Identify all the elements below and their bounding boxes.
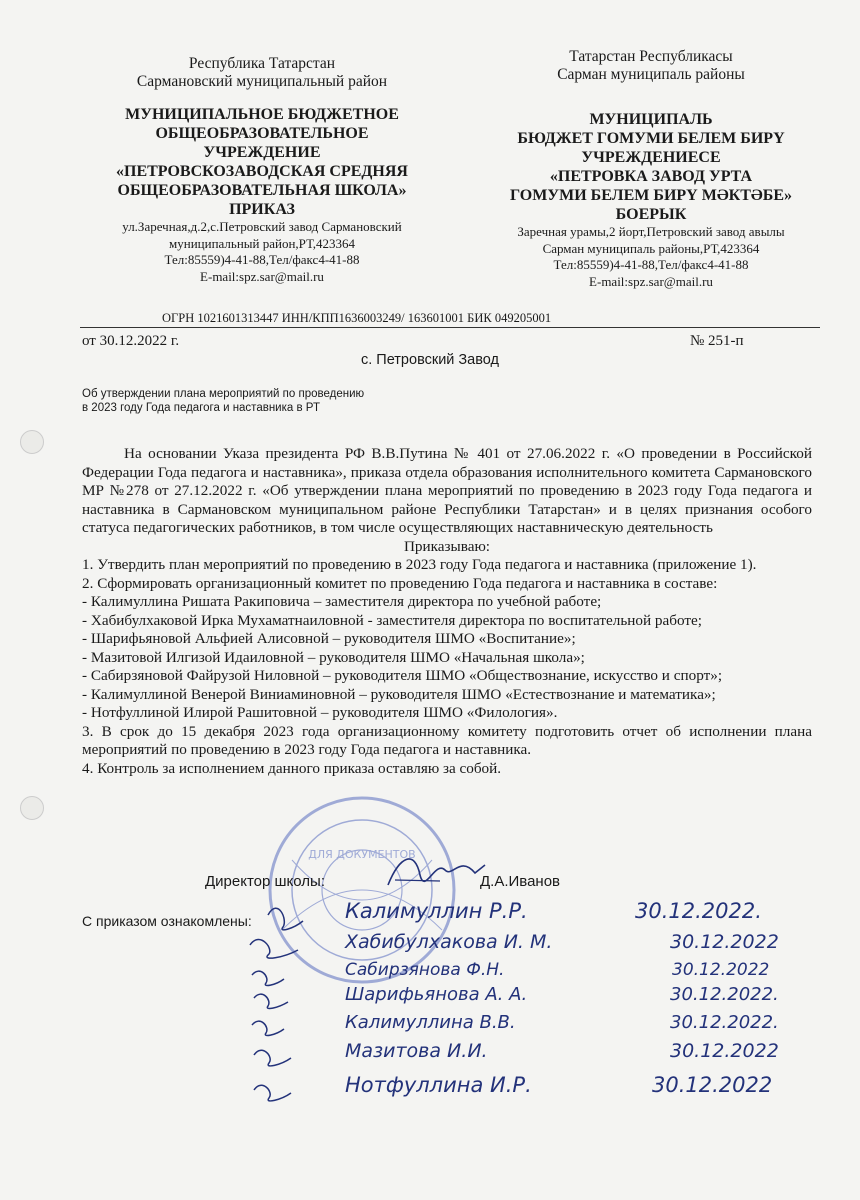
stamp-label: ДЛЯ ДОКУМЕНТОВ (308, 848, 416, 861)
order-subject (82, 387, 382, 415)
address-line: Тел:85559)4-41-88,Тел/факс4-41-88 (164, 252, 360, 267)
signature-row (254, 1073, 772, 1101)
region-tt: Татарстан Республикасы (569, 48, 733, 65)
acknowledgement-signatures (240, 890, 820, 1110)
header-right (488, 48, 814, 290)
org-line: БЮДЖЕТ ГОМУМИ БЕЛЕМ БИРҮ (517, 130, 785, 147)
committee-member: - Нотфуллиной Илирой Рашитовной – руководителя ШМО «Филология». (82, 704, 558, 721)
ack-date: 30.12.2022. (670, 984, 779, 1005)
director-name: Д.А.Иванов (480, 873, 561, 890)
signature-row (254, 1040, 779, 1066)
committee-member: - Калимуллиной Венерой Виниаминовной – руководителя ШМО «Естествознание и математика»; (82, 685, 716, 703)
address-ru (92, 219, 432, 285)
order-word: Приказываю: (403, 537, 491, 555)
preamble: На основании Указа президента РФ В.В.Путина № 401 от 27.06.2022 г. «О проведении в Российской Федерации Года педагога и наставника», приказа отдела образования исполнительного комитета Сармановского МР №278 от 27.12.2022 г. «Об утверждении плана мероприятий по проведению в 2023 году Года педагога и наставника в Сармановском муниципальном районе Республики Татарстан» и в целях признания особого статуса педагогических работников, в том числе осуществляющих наставническую деятельность (82, 445, 812, 536)
ack-name: Хабибулхакова И. М. (345, 931, 553, 953)
address-line: Сарман муниципаль районы,РТ,423364 (542, 240, 760, 256)
acknowledged-label: С приказом ознакомлены: (82, 913, 252, 929)
doc-type-ru: ПРИКАЗ (229, 201, 295, 218)
ack-name: Шарифьянова А. А. (345, 984, 528, 1005)
org-name-tt (488, 110, 814, 224)
committee-member: - Калимуллина Ришата Ракиповича – заместителя директора по учебной работе; (82, 593, 602, 610)
ack-name: Мазитова И.И. (345, 1040, 488, 1062)
org-line: МУНИЦИПАЛЬ (589, 111, 713, 128)
ack-date: 30.12.2022 (652, 1073, 773, 1097)
signature-row (252, 1012, 779, 1036)
order-date: от 30.12.2022 г. (82, 333, 180, 349)
email-line: E-mail:spz.sar@mail.ru (589, 273, 713, 289)
org-line: ГОМУМИ БЕЛЕМ БИРҮ МӘКТӘБЕ» (510, 187, 792, 204)
ack-date: 30.12.2022 (672, 960, 770, 980)
committee-member: - Хабибулхаковой Ирка Мухаматнаиловной - заместителя директора по воспитательной работе; (82, 611, 702, 629)
org-line: «ПЕТРОВКА ЗАВОД УРТА (549, 168, 753, 185)
punch-hole-top (20, 430, 44, 454)
district-ru: Сармановский муниципальный район (136, 73, 388, 90)
address-line: Заречная урамы,2 йорт,Петровский завод авылы (517, 224, 785, 239)
ack-date: 30.12.2022. (670, 1012, 779, 1033)
district-tt: Сарман муниципаль районы (557, 66, 745, 83)
signature-row (254, 984, 779, 1009)
signature-row (268, 899, 762, 930)
email-line: E-mail:spz.sar@mail.ru (200, 268, 324, 284)
director-label: Директор школы: (205, 873, 325, 890)
ack-name: Сабирзянова Ф.Н. (345, 960, 505, 980)
order-item: 4. Контроль за исполнением данного приказа оставляю за собой. (82, 759, 502, 777)
address-line: Тел:85559)4-41-88,Тел/факс4-41-88 (553, 257, 749, 272)
doc-type-tt: БОЕРЫК (615, 206, 687, 223)
ack-name: Калимуллина В.В. (345, 1012, 516, 1033)
subject-line: в 2023 году Года педагога и наставника в РТ (82, 402, 320, 414)
org-line: МУНИЦИПАЛЬНОЕ БЮДЖЕТНОЕ (125, 106, 399, 123)
order-item: 3. В срок до 15 декабря 2023 года организационному комитету подготовить отчет об исполнении плана мероприятий по проведению в 2023 году Года педагога и наставника. (82, 722, 812, 758)
order-item: 1. Утвердить план мероприятий по проведению в 2023 году Года педагога и наставника (приложение 1). (82, 556, 757, 573)
org-line: ОБЩЕОБРАЗОВАТЕЛЬНАЯ ШКОЛА» (117, 182, 407, 199)
committee-member: - Мазитовой Илгизой Идаиловной – руководителя ШМО «Начальная школа»; (82, 648, 585, 666)
ack-date: 30.12.2022 (670, 1040, 779, 1062)
order-place: с. Петровский Завод (360, 352, 499, 368)
signature-row (250, 931, 779, 958)
ogrn-line: ОГРН 1021601313447 ИНН/КПП1636003249/ 163601001 БИК 049205001 (162, 311, 552, 325)
signature-row (252, 960, 769, 986)
committee-member: - Шарифьяновой Альфией Алисовной – руководителя ШМО «Воспитание»; (82, 630, 576, 647)
org-line: УЧРЕЖДЕНИЕ (203, 144, 321, 161)
ack-name: Калимуллин Р.Р. (345, 899, 528, 923)
order-body (82, 445, 812, 778)
address-tt (488, 224, 814, 290)
org-line: «ПЕТРОВСКОЗАВОДСКАЯ СРЕДНЯЯ (116, 163, 408, 180)
committee-member: - Сабирзяновой Файрузой Ниловной – руководителя ШМО «Обществознание, искусство и спорт»; (82, 667, 723, 684)
org-name-ru (92, 105, 432, 219)
order-number: № 251-п (690, 333, 744, 349)
order-item: 2. Сформировать организационный комитет по проведению Года педагога и наставника в составе: (82, 574, 718, 592)
ack-name: Нотфуллина И.Р. (345, 1073, 532, 1097)
org-line: ОБЩЕОБРАЗОВАТЕЛЬНОЕ (155, 125, 369, 142)
address-line: ул.Заречная,д.2,с.Петровский завод Сармановский (122, 219, 402, 234)
ack-date: 30.12.2022. (635, 899, 762, 923)
region-ru: Республика Татарстан (188, 55, 336, 72)
ack-date: 30.12.2022 (670, 931, 779, 953)
subject-line: Об утверждении плана мероприятий по проведению (82, 388, 365, 400)
header-divider (80, 327, 820, 328)
address-line: муниципальный район,РТ,423364 (169, 235, 355, 251)
org-line: УЧРЕЖДЕНИЕСЕ (581, 149, 721, 166)
header-left (92, 55, 432, 285)
punch-hole-bottom (20, 796, 44, 820)
